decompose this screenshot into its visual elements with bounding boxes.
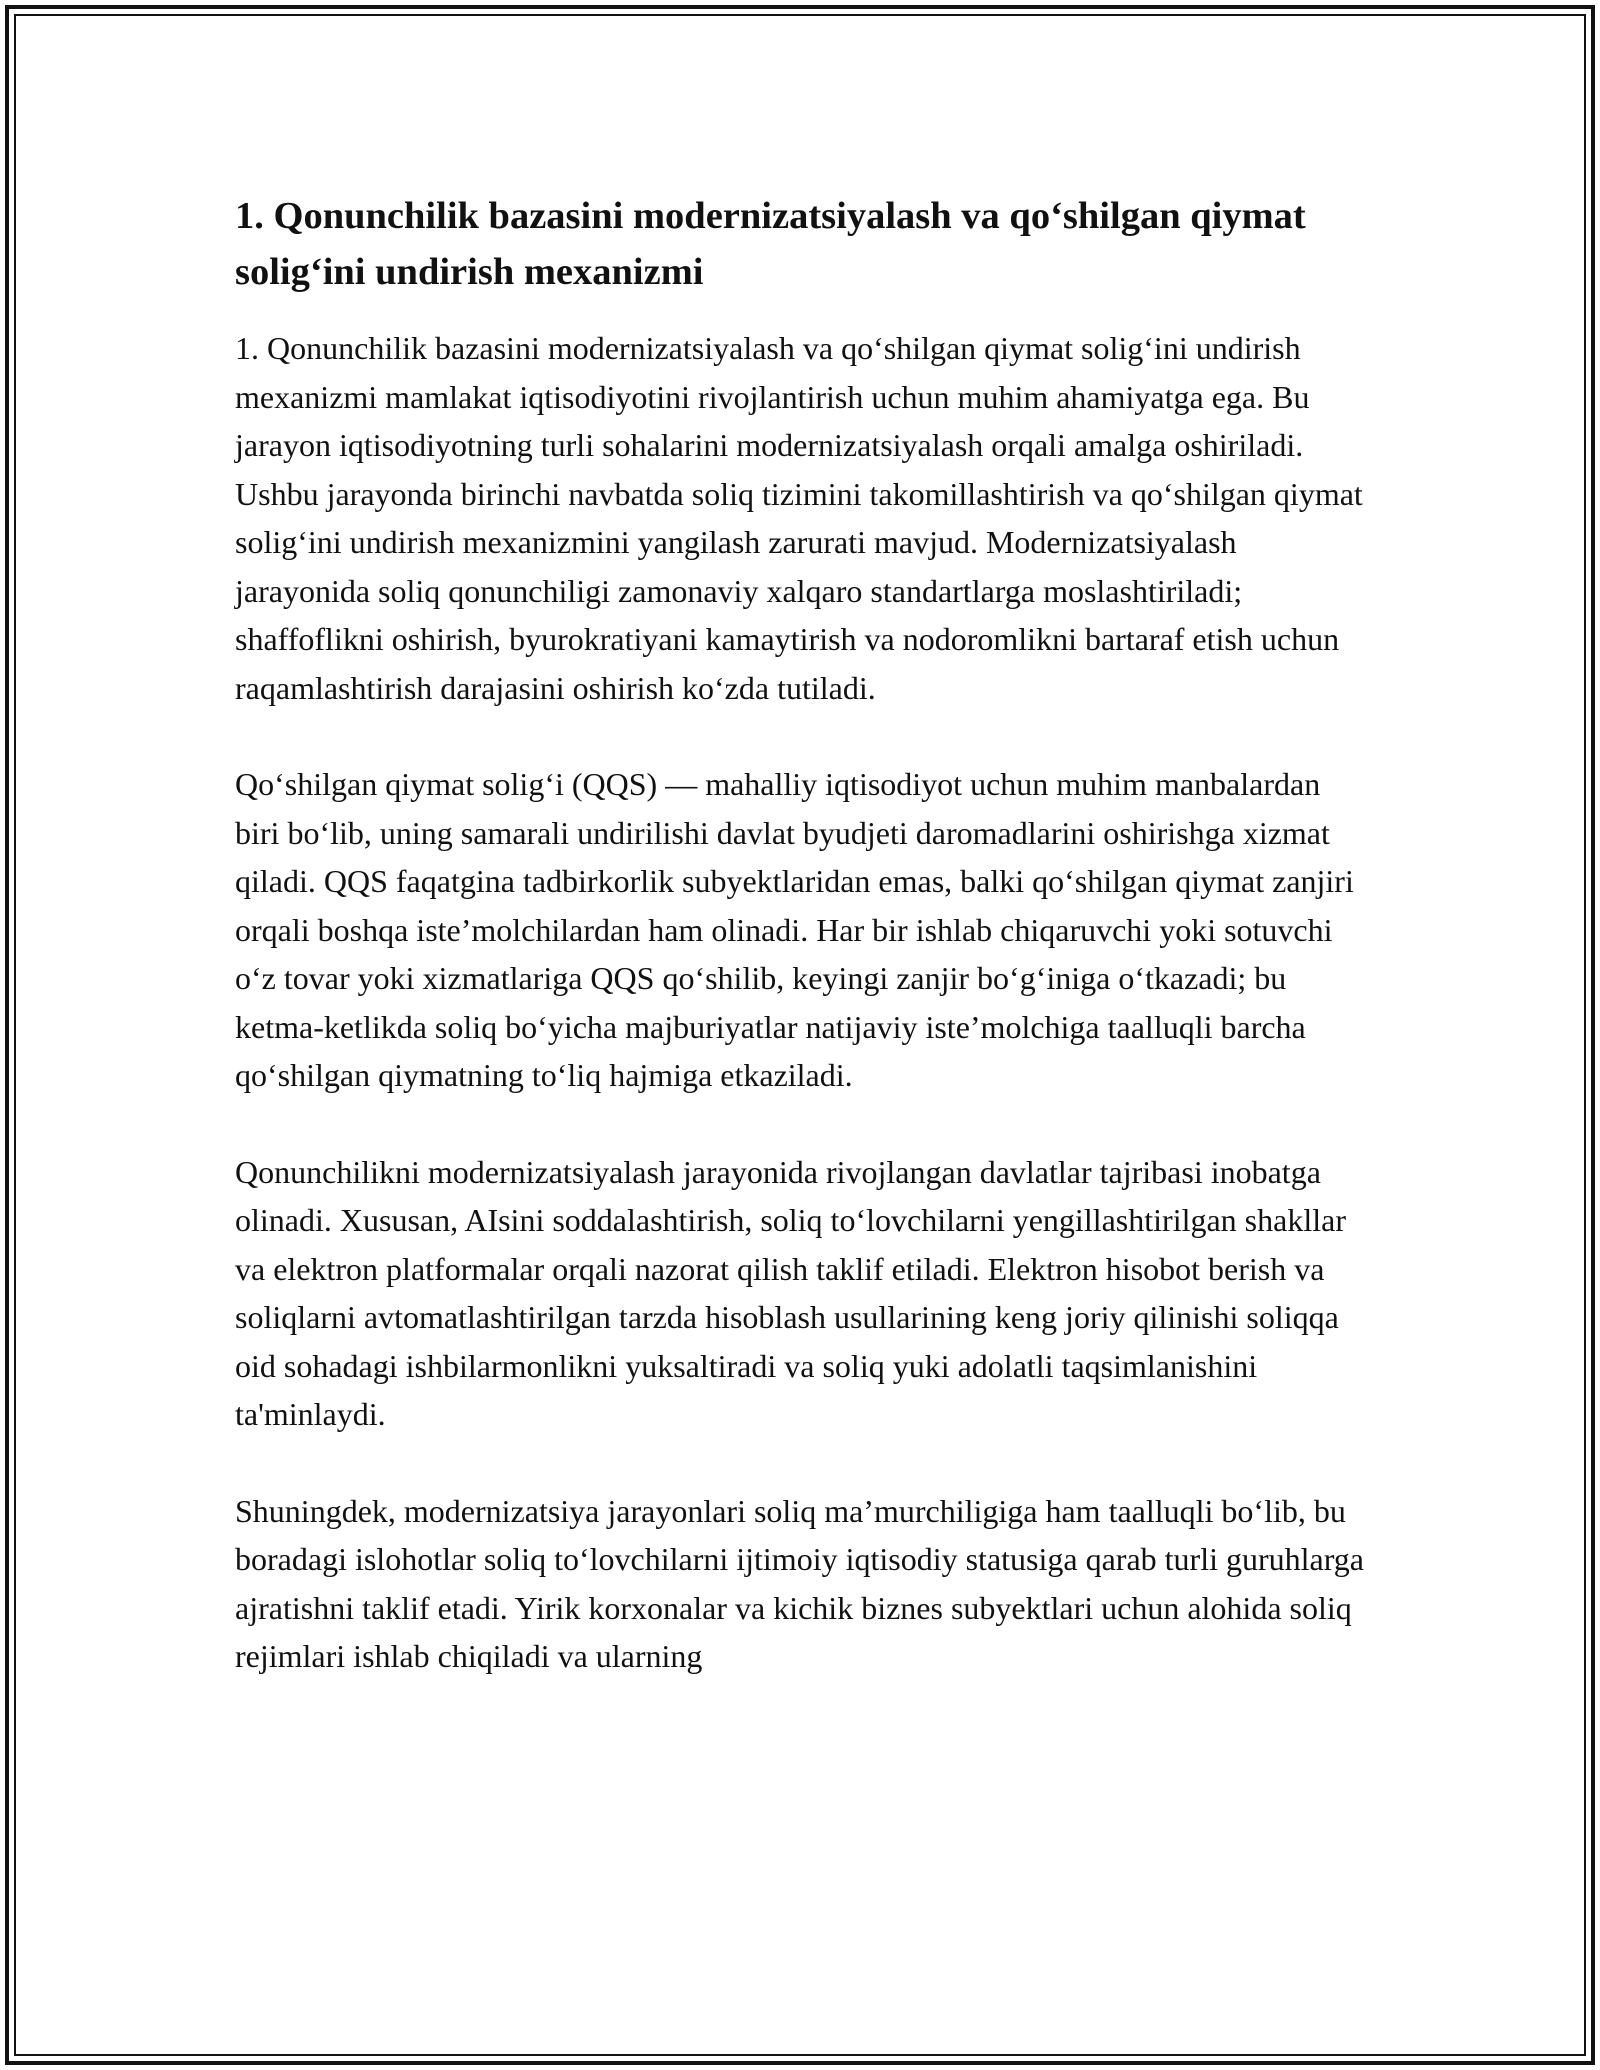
- paragraph-4: Shuningdek, modernizatsiya jarayonlari soliq ma’murchiligiga ham taalluqli bo‘lib, bu boradagi islohotlar soliq to‘lovchilarni ijtimoiy iqtisodiy statusiga qarab turli guruhlarga ajratishni taklif etadi. Yirik korxonalar va kichik biznes subyektlari uchun alohida soliq rejimlari ishlab chiqiladi va ularning: [235, 1492, 1364, 1674]
- document-body: [235, 188, 1365, 1729]
- paragraph-2: Qo‘shilgan qiymat solig‘i (QQS) — mahalliy iqtisodiyot uchun muhim manbalardan biri bo‘lib, uning samarali undirilishi davlat byudjeti daromadlarini oshirishga xizmat qiladi. QQS faqatgina tadbirkorlik subyektlaridan emas, balki qo‘shilgan qiymat zanjiri orqali boshqa iste’molchilardan ham olinadi. Har bir ishlab chiqaruvchi yoki sotuvchi o‘z tovar yoki xizmatlariga QQS qo‘shilib, keyingi zanjir bo‘g‘iniga o‘tkazadi; bu ketma-ketlikda soliq bo‘yicha majburiyatlar natijaviy iste’molchiga taalluqli barcha qo‘shilgan qiymatning to‘liq hajmiga etkaziladi.: [235, 766, 1354, 1093]
- section-heading: 1. Qonunchilik bazasini modernizatsiyalash va qo‘shilgan qiymat solig‘ini undirish mexanizmi: [235, 195, 1306, 293]
- paragraph-1: 1. Qonunchilik bazasini modernizatsiyalash va qo‘shilgan qiymat solig‘ini undirish mexanizmi mamlakat iqtisodiyotini rivojlantirish uchun muhim ahamiyatga ega. Bu jarayon iqtisodiyotning turli sohalarini modernizatsiyalash orqali amalga oshiriladi. Ushbu jarayonda birinchi navbatda soliq tizimini takomillashtirish va qo‘shilgan qiymat solig‘ini undirish mexanizmini yangilash zarurati mavjud. Modernizatsiyalash jarayonida soliq qonunchiligi zamonaviy xalqaro standartlarga moslashtiriladi; shaffoflikni oshirish, byurokratiyani kamaytirish va nodoromlikni bartaraf etish uchun raqamlashtirish darajasini oshirish ko‘zda tutiladi.: [235, 330, 1363, 706]
- paragraph-3: Qonunchilikni modernizatsiyalash jarayonida rivojlangan davlatlar tajribasi inobatga olinadi. Xususan, AIsini soddalashtirish, soliq to‘lovchilarni yengillashtirilgan shakllar va elektron platformalar orqali nazorat qilish taklif etiladi. Elektron hisobot berish va soliqlarni avtomatlashtirilgan tarzda hisoblash usullarining keng joriy qilinishi soliqqa oid sohadagi ishbilarmonlikni yuksaltiradi va soliq yuki adolatli taqsimlanishini ta'minlaydi.: [235, 1153, 1346, 1432]
